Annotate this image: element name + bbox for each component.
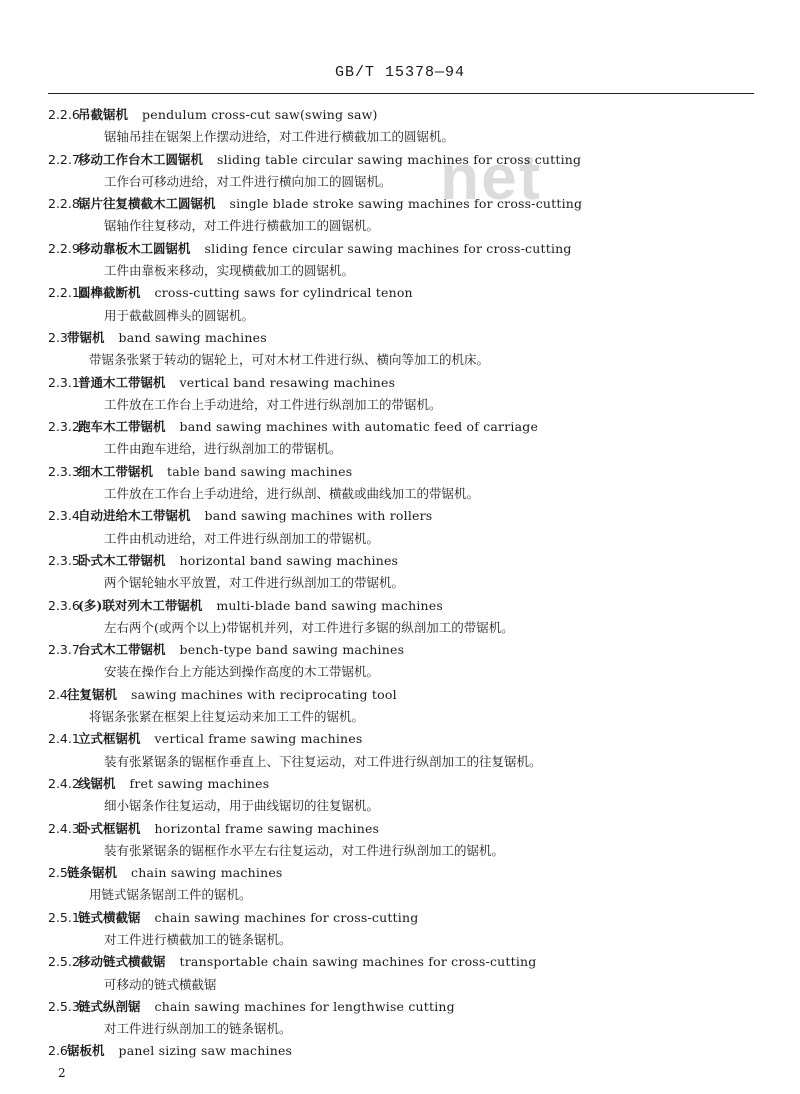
term-number: 2.4.1 bbox=[48, 731, 80, 747]
term-english-name: multi-blade band sawing machines bbox=[216, 597, 444, 613]
term-chinese-name: (多)联对列木工带锯机 bbox=[78, 597, 203, 613]
term-entry-definition bbox=[0, 795, 800, 817]
term-entry-title bbox=[0, 773, 800, 795]
term-definition: 装有张紧锯条的锯框作水平左右往复运动，对工件进行纵剖加工的锯机。 bbox=[104, 842, 505, 858]
term-entry-definition bbox=[0, 528, 800, 550]
term-number: 2.2.10 bbox=[48, 285, 88, 301]
term-definition: 对工件进行横截加工的链条锯机。 bbox=[104, 931, 292, 947]
term-definition: 用链式锯条锯剖工件的锯机。 bbox=[89, 887, 252, 903]
term-entry-title bbox=[0, 104, 800, 126]
term-chinese-name: 线锯机 bbox=[78, 775, 116, 791]
term-entry-title bbox=[0, 416, 800, 438]
term-entry-title bbox=[0, 282, 800, 304]
term-title bbox=[67, 862, 283, 884]
term-definition: 工作台可移动进给，对工件进行横向加工的圆锯机。 bbox=[104, 173, 392, 189]
term-english-name: chain sawing machines bbox=[131, 865, 283, 881]
term-chinese-name: 链条锯机 bbox=[67, 865, 118, 881]
term-title bbox=[78, 149, 581, 171]
term-number: 2.4.2 bbox=[48, 775, 80, 791]
term-chinese-name: 普通木工带锯机 bbox=[78, 374, 166, 390]
term-title bbox=[78, 996, 455, 1018]
term-definition: 锯轴吊挂在锯架上作摆动进给，对工件进行横截加工的圆锯机。 bbox=[104, 129, 455, 145]
term-english-name: band sawing machines with automatic feed of carriage bbox=[179, 419, 539, 435]
term-english-name: band sawing machines bbox=[118, 329, 267, 345]
term-chinese-name: 往复锯机 bbox=[67, 686, 118, 702]
term-title bbox=[67, 327, 267, 349]
term-chinese-name: 移动链式横截锯 bbox=[78, 954, 166, 970]
term-chinese-name: 锯板机 bbox=[67, 1043, 105, 1059]
term-chinese-name: 移动靠板木工圆锯机 bbox=[78, 240, 191, 256]
term-entry-definition bbox=[0, 438, 800, 460]
term-english-name: single blade stroke sawing machines for cross-cutting bbox=[229, 196, 583, 212]
term-number: 2.2.6 bbox=[48, 107, 80, 122]
term-entry-definition bbox=[0, 305, 800, 327]
term-definition: 安装在操作台上方能达到操作高度的木工带锯机。 bbox=[104, 664, 380, 680]
term-english-name: vertical frame sawing machines bbox=[154, 731, 363, 747]
term-number: 2.3.7 bbox=[48, 642, 80, 658]
term-entry-title bbox=[0, 951, 800, 973]
term-entry-definition bbox=[0, 617, 800, 639]
term-entry-definition bbox=[0, 126, 800, 148]
term-title bbox=[78, 639, 404, 661]
term-definition: 两个锯轮轴水平放置，对工件进行纵剖加工的带锯机。 bbox=[104, 575, 405, 591]
term-title bbox=[78, 282, 413, 304]
term-title bbox=[78, 505, 432, 527]
term-entry-definition bbox=[0, 884, 800, 906]
term-english-name: sliding table circular sawing machines for cross cutting bbox=[217, 151, 582, 167]
term-number: 2.3.5 bbox=[48, 552, 80, 568]
term-number: 2.2.9 bbox=[48, 240, 80, 256]
term-title bbox=[78, 818, 379, 840]
term-number: 2.3.3 bbox=[48, 463, 80, 479]
term-chinese-name: 台式木工带锯机 bbox=[78, 642, 166, 658]
term-number: 2.2.8 bbox=[48, 196, 80, 212]
term-chinese-name: 卧式框锯机 bbox=[78, 820, 141, 836]
term-entry-definition bbox=[0, 929, 800, 951]
term-entry-definition bbox=[0, 1018, 800, 1040]
term-number: 2.4.3 bbox=[48, 820, 80, 836]
term-english-name: table band sawing machines bbox=[167, 463, 353, 479]
watermark: net bbox=[440, 141, 542, 213]
term-entry-definition bbox=[0, 974, 800, 996]
term-number: 2.5.3 bbox=[48, 998, 80, 1014]
term-entry-title bbox=[0, 639, 800, 661]
term-entry-title bbox=[0, 728, 800, 750]
term-entry-title bbox=[0, 818, 800, 840]
term-definition: 工件放在工作台上手动进给，对工件进行纵剖加工的带锯机。 bbox=[104, 396, 442, 412]
term-number: 2.4 bbox=[48, 686, 68, 702]
term-chinese-name: 立式框锯机 bbox=[78, 731, 141, 747]
term-title bbox=[67, 684, 397, 706]
term-entry-title bbox=[0, 372, 800, 394]
term-title bbox=[78, 193, 582, 215]
term-english-name: horizontal frame sawing machines bbox=[154, 820, 380, 836]
term-title bbox=[78, 416, 538, 438]
term-title bbox=[78, 951, 537, 973]
header-divider bbox=[48, 93, 754, 94]
term-entry-title bbox=[0, 862, 800, 884]
term-number: 2.3 bbox=[48, 329, 68, 345]
document-header-code: GB/T 15378—94 bbox=[334, 64, 466, 81]
term-english-name: horizontal band sawing machines bbox=[179, 552, 399, 568]
term-english-name: pendulum cross-cut saw(swing saw) bbox=[142, 107, 378, 122]
term-english-name: panel sizing saw machines bbox=[118, 1043, 293, 1059]
term-title bbox=[67, 1040, 292, 1062]
term-chinese-name: 圆榫截断机 bbox=[78, 285, 141, 301]
term-english-name: sawing machines with reciprocating tool bbox=[131, 686, 397, 702]
term-english-name: bench-type band sawing machines bbox=[179, 642, 405, 658]
term-entry-title bbox=[0, 595, 800, 617]
page-number: 2 bbox=[58, 1066, 66, 1080]
term-number: 2.5 bbox=[48, 865, 68, 881]
term-title bbox=[78, 550, 398, 572]
term-definition: 工件由机动进给，对工件进行纵剖加工的带锯机。 bbox=[104, 530, 380, 546]
term-definition: 装有张紧锯条的锯框作垂直上、下往复运动，对工件进行纵剖加工的往复锯机。 bbox=[104, 753, 542, 769]
term-entry-definition bbox=[0, 260, 800, 282]
term-entry-definition bbox=[0, 394, 800, 416]
term-definition: 锯轴作往复移动，对工件进行横截加工的圆锯机。 bbox=[104, 218, 380, 234]
term-english-name: chain sawing machines for cross-cutting bbox=[154, 909, 419, 925]
term-definition: 带锯条张紧于转动的锯轮上，可对木材工件进行纵、横向等加工的机床。 bbox=[89, 352, 490, 368]
term-number: 2.6 bbox=[48, 1043, 68, 1059]
term-number: 2.3.1 bbox=[48, 374, 80, 390]
term-title bbox=[78, 773, 269, 795]
term-english-name: chain sawing machines for lengthwise cutting bbox=[154, 998, 455, 1014]
term-chinese-name: 吊截锯机 bbox=[78, 107, 129, 122]
term-title bbox=[78, 238, 572, 260]
term-definition: 用于截截圆榫头的圆锯机。 bbox=[104, 307, 255, 323]
term-chinese-name: 链式横截锯 bbox=[78, 909, 141, 925]
term-definition: 工件由跑车进给，进行纵剖加工的带锯机。 bbox=[104, 441, 342, 457]
term-definition: 左右两个(或两个以上)带锯机并列，对工件进行多锯的纵剖加工的带锯机。 bbox=[104, 619, 514, 635]
term-english-name: fret sawing machines bbox=[129, 775, 270, 791]
term-chinese-name: 链式纵剖锯 bbox=[78, 998, 141, 1014]
term-definition: 细小锯条作往复运动，用于曲线锯切的往复锯机。 bbox=[104, 798, 380, 814]
term-title bbox=[78, 461, 352, 483]
term-entry-title bbox=[0, 238, 800, 260]
term-entry-definition bbox=[0, 483, 800, 505]
term-entry-title bbox=[0, 461, 800, 483]
term-entry-title bbox=[0, 193, 800, 215]
term-entry-definition bbox=[0, 751, 800, 773]
term-number: 2.3.2 bbox=[48, 419, 80, 435]
term-title bbox=[78, 372, 395, 394]
term-entry-title bbox=[0, 149, 800, 171]
term-entries-list bbox=[0, 104, 800, 1063]
term-entry-title bbox=[0, 907, 800, 929]
term-chinese-name: 细木工带锯机 bbox=[78, 463, 154, 479]
term-title bbox=[78, 907, 418, 929]
term-number: 2.2.7 bbox=[48, 151, 80, 167]
term-title bbox=[78, 728, 362, 750]
term-entry-definition bbox=[0, 215, 800, 237]
term-definition: 将锯条张紧在框架上往复运动来加工工件的锯机。 bbox=[89, 709, 365, 725]
term-entry-title bbox=[0, 996, 800, 1018]
term-entry-definition bbox=[0, 572, 800, 594]
term-english-name: vertical band resawing machines bbox=[179, 374, 396, 390]
term-entry-definition bbox=[0, 661, 800, 683]
term-chinese-name: 自动进给木工带锯机 bbox=[78, 508, 191, 524]
term-english-name: sliding fence circular sawing machines for cross-cutting bbox=[204, 240, 572, 256]
term-chinese-name: 带锯机 bbox=[67, 329, 105, 345]
term-entry-title bbox=[0, 327, 800, 349]
term-number: 2.3.6 bbox=[48, 597, 80, 613]
term-english-name: cross-cutting saws for cylindrical tenon bbox=[154, 285, 413, 301]
term-title bbox=[78, 595, 443, 617]
term-definition: 工件由靠板来移动，实现横截加工的圆锯机。 bbox=[104, 263, 355, 279]
term-entry-definition bbox=[0, 840, 800, 862]
term-definition: 工件放在工作台上手动进给，进行纵剖、横截或曲线加工的带锯机。 bbox=[104, 486, 480, 502]
term-entry-title bbox=[0, 550, 800, 572]
term-entry-definition bbox=[0, 706, 800, 728]
term-number: 2.5.1 bbox=[48, 909, 80, 925]
term-definition: 对工件进行纵剖加工的链条锯机。 bbox=[104, 1021, 292, 1037]
term-chinese-name: 卧式木工带锯机 bbox=[78, 552, 166, 568]
term-english-name: band sawing machines with rollers bbox=[204, 508, 433, 524]
term-english-name: transportable chain sawing machines for cross-cutting bbox=[179, 954, 537, 970]
term-chinese-name: 锯片往复横截木工圆锯机 bbox=[78, 196, 216, 212]
term-chinese-name: 移动工作台木工圆锯机 bbox=[78, 151, 204, 167]
term-number: 2.3.4 bbox=[48, 508, 80, 524]
term-entry-title bbox=[0, 505, 800, 527]
term-entry-definition bbox=[0, 349, 800, 371]
term-entry-title bbox=[0, 684, 800, 706]
term-entry-title bbox=[0, 1040, 800, 1062]
term-number: 2.5.2 bbox=[48, 954, 80, 970]
term-title bbox=[78, 104, 378, 126]
term-chinese-name: 跑车木工带锯机 bbox=[78, 419, 166, 435]
term-definition: 可移动的链式横截锯 bbox=[104, 976, 217, 992]
term-entry-definition bbox=[0, 171, 800, 193]
